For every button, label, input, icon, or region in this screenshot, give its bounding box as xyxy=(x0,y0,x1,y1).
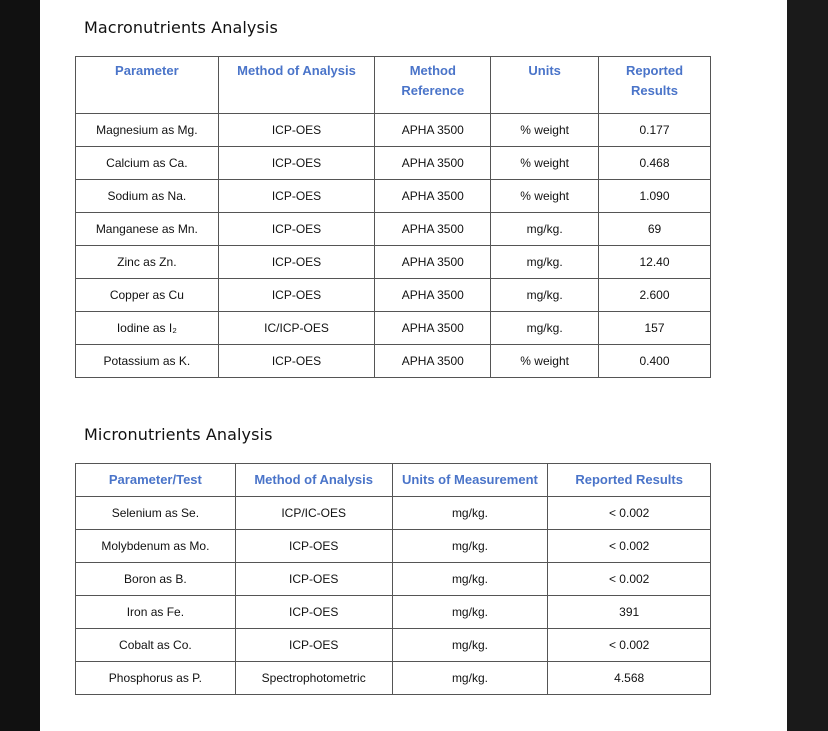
parameter-cell: Manganese as Mn. xyxy=(76,213,219,246)
result-cell: 4.568 xyxy=(548,662,711,695)
parameter-cell: Magnesium as Mg. xyxy=(76,114,219,147)
parameter-cell: Selenium as Se. xyxy=(76,497,236,530)
table-row xyxy=(76,180,711,213)
parameter-cell: Molybdenum as Mo. xyxy=(76,530,236,563)
parameter-cell: Cobalt as Co. xyxy=(76,629,236,662)
parameter-cell: Calcium as Ca. xyxy=(76,147,219,180)
units-cell: mg/kg. xyxy=(491,312,599,345)
units-cell: % weight xyxy=(491,114,599,147)
macronutrients-table xyxy=(75,56,711,378)
reference-cell: APHA 3500 xyxy=(375,180,491,213)
units-cell: % weight xyxy=(491,180,599,213)
method-cell: ICP-OES xyxy=(218,213,375,246)
table-row xyxy=(76,596,711,629)
method-cell: ICP-OES xyxy=(235,629,392,662)
result-cell: 157 xyxy=(599,312,711,345)
units-cell: mg/kg. xyxy=(392,563,548,596)
left-background xyxy=(0,0,40,731)
units-cell: mg/kg. xyxy=(392,596,548,629)
reference-cell: APHA 3500 xyxy=(375,213,491,246)
method-cell: ICP/IC-OES xyxy=(235,497,392,530)
table-row xyxy=(76,662,711,695)
table-row xyxy=(76,563,711,596)
units-cell: % weight xyxy=(491,147,599,180)
method-cell: ICP-OES xyxy=(218,180,375,213)
header-method-of-analysis: Method of Analysis xyxy=(218,57,375,114)
units-cell: mg/kg. xyxy=(491,213,599,246)
result-cell: < 0.002 xyxy=(548,530,711,563)
parameter-cell: Copper as Cu xyxy=(76,279,219,312)
parameter-cell: Sodium as Na. xyxy=(76,180,219,213)
parameter-cell: Boron as B. xyxy=(76,563,236,596)
method-cell: ICP-OES xyxy=(218,246,375,279)
header-method-reference: Method Reference xyxy=(375,57,491,114)
table-row xyxy=(76,213,711,246)
method-cell: ICP-OES xyxy=(218,279,375,312)
reference-cell: APHA 3500 xyxy=(375,114,491,147)
method-cell: ICP-OES xyxy=(218,147,375,180)
header-units-of-measurement: Units of Measurement xyxy=(392,464,548,497)
parameter-cell: Zinc as Zn. xyxy=(76,246,219,279)
units-cell: mg/kg. xyxy=(491,246,599,279)
table-row xyxy=(76,312,711,345)
units-cell: mg/kg. xyxy=(392,530,548,563)
result-cell: 69 xyxy=(599,213,711,246)
units-cell: mg/kg. xyxy=(491,279,599,312)
result-cell: 12.40 xyxy=(599,246,711,279)
units-cell: mg/kg. xyxy=(392,629,548,662)
result-cell: 1.090 xyxy=(599,180,711,213)
header-reported-results: Reported Results xyxy=(599,57,711,114)
reference-cell: APHA 3500 xyxy=(375,345,491,378)
method-cell: ICP-OES xyxy=(218,114,375,147)
units-cell: % weight xyxy=(491,345,599,378)
parameter-cell: Iodine as I₂ xyxy=(76,312,219,345)
result-cell: < 0.002 xyxy=(548,629,711,662)
result-cell: 0.177 xyxy=(599,114,711,147)
reference-cell: APHA 3500 xyxy=(375,147,491,180)
table-row xyxy=(76,345,711,378)
micronutrients-title: Micronutrients Analysis xyxy=(84,425,273,444)
table-row xyxy=(76,246,711,279)
reference-cell: APHA 3500 xyxy=(375,312,491,345)
header-parameter: Parameter xyxy=(76,57,219,114)
method-cell: Spectrophotometric xyxy=(235,662,392,695)
result-cell: 391 xyxy=(548,596,711,629)
parameter-cell: Iron as Fe. xyxy=(76,596,236,629)
table-header-row xyxy=(76,464,711,497)
header-method-of-analysis: Method of Analysis xyxy=(235,464,392,497)
table-row xyxy=(76,530,711,563)
result-cell: 0.400 xyxy=(599,345,711,378)
method-cell: ICP-OES xyxy=(235,530,392,563)
result-cell: 2.600 xyxy=(599,279,711,312)
macronutrients-body xyxy=(76,114,711,378)
result-cell: < 0.002 xyxy=(548,563,711,596)
micronutrients-table xyxy=(75,463,711,695)
table-header-row xyxy=(76,57,711,114)
table-row xyxy=(76,147,711,180)
header-parameter-test: Parameter/Test xyxy=(76,464,236,497)
result-cell: 0.468 xyxy=(599,147,711,180)
units-cell: mg/kg. xyxy=(392,497,548,530)
parameter-cell: Potassium as K. xyxy=(76,345,219,378)
method-cell: ICP-OES xyxy=(218,345,375,378)
method-cell: ICP-OES xyxy=(235,563,392,596)
micronutrients-body xyxy=(76,497,711,695)
result-cell: < 0.002 xyxy=(548,497,711,530)
table-row xyxy=(76,279,711,312)
right-background xyxy=(787,0,828,731)
method-cell: ICP-OES xyxy=(235,596,392,629)
macronutrients-title: Macronutrients Analysis xyxy=(84,18,278,37)
table-row xyxy=(76,497,711,530)
table-row xyxy=(76,114,711,147)
method-cell: IC/ICP-OES xyxy=(218,312,375,345)
units-cell: mg/kg. xyxy=(392,662,548,695)
reference-cell: APHA 3500 xyxy=(375,279,491,312)
parameter-cell: Phosphorus as P. xyxy=(76,662,236,695)
table-row xyxy=(76,629,711,662)
header-reported-results: Reported Results xyxy=(548,464,711,497)
header-units: Units xyxy=(491,57,599,114)
reference-cell: APHA 3500 xyxy=(375,246,491,279)
